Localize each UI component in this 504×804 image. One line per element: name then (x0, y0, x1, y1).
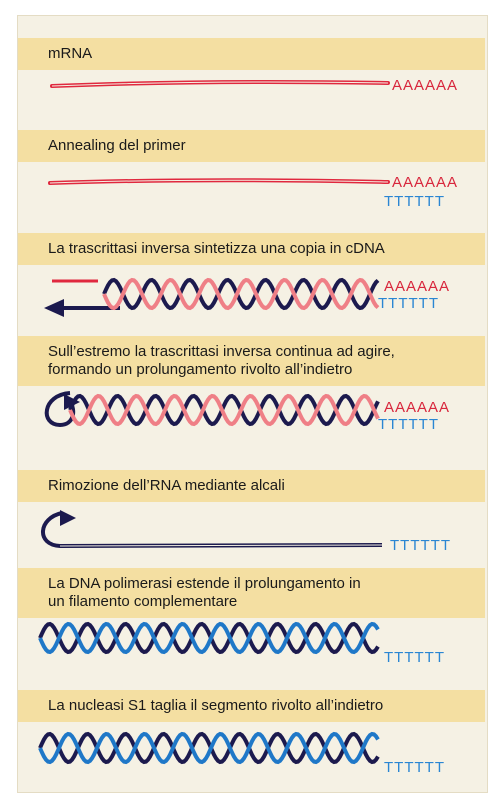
helix-step4 (70, 396, 378, 424)
step-6-caption-line1: La DNA polimerasi estende il prolungamento in (48, 575, 361, 592)
polya-label-step3: AAAAAA (384, 278, 451, 295)
step-2-caption: Annealing del primer (48, 137, 186, 154)
step-3-caption: La trascrittasi inversa sintetizza una copia in cDNA (48, 240, 385, 257)
oligodt-label-step4: TTTTTT (378, 416, 439, 433)
step-6-caption-line2: un filamento complementare (48, 593, 238, 610)
oligodt-label-step2: TTTTTT (384, 193, 445, 210)
mrna-strand (52, 82, 388, 86)
polya-label-step4: AAAAAA (384, 399, 451, 416)
step-4-caption-line1: Sull’estremo la trascrittasi inversa continua ad agire, (48, 343, 395, 360)
oligodt-label-step3: TTTTTT (378, 295, 439, 312)
oligodt-label-step6: TTTTTT (384, 649, 445, 666)
polya-label-step2: AAAAAA (392, 174, 459, 191)
step-4-caption-line2: formando un prolungamento rivolto all’indietro (48, 361, 353, 378)
mrna-strand-annealed (50, 180, 388, 183)
step-1-caption: mRNA (48, 45, 93, 62)
oligodt-label-step5: TTTTTT (390, 537, 451, 554)
polya-label-step1: AAAAAA (392, 77, 459, 94)
helix-step3 (104, 280, 378, 308)
step-5-caption: Rimozione dell’RNA mediante alcali (48, 477, 285, 494)
cdna-strand-with-hairpin (43, 510, 382, 546)
oligodt-label-step7: TTTTTT (384, 759, 445, 776)
step-7-caption: La nucleasi S1 taglia il segmento rivolto all’indietro (48, 697, 384, 714)
helix-step7 (40, 734, 378, 762)
helix-step6 (40, 624, 378, 652)
